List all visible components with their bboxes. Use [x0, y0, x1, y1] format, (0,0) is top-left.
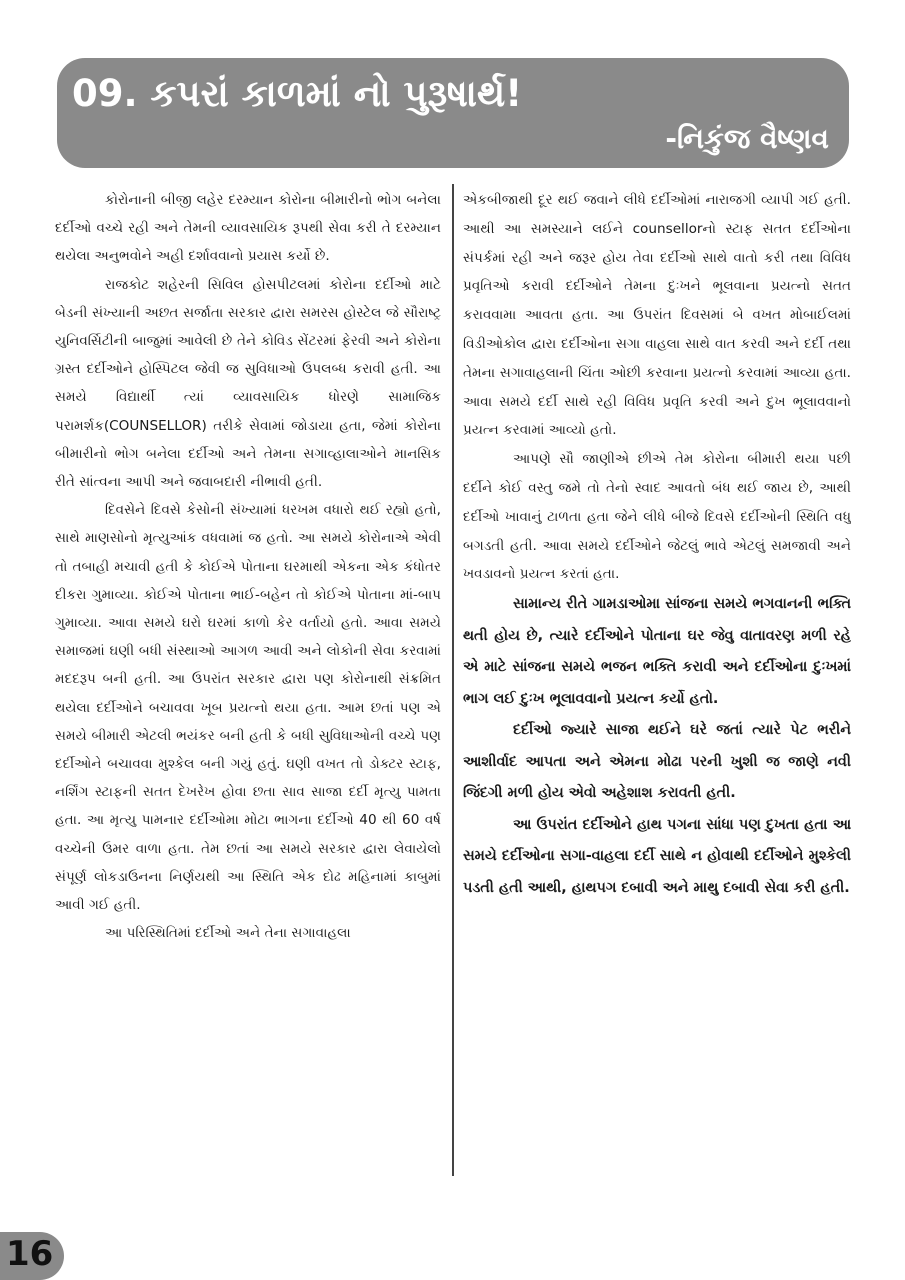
body-paragraph: સામાન્ય રીતે ગામડાઓમા સાંજના સમયે ભગવાનની ભક્તિ થતી હોય છે, ત્યારે દર્દીઓને પોતાના ઘર જેવુ વાતાવરણ મળી રહે એ માટે સાંજના સમયે ભજન ભક્તિ કરાવી અને દર્દીઓના દુઃખમાં ભાગ લઈ દુઃખ ભૂલાવવાનો પ્રયત્ન કર્યો હતો. [463, 596, 851, 707]
right-column [463, 186, 851, 1176]
body-paragraph: દર્દીઓ જ્યારે સાજા થઈને ઘરે જતાં ત્યારે પેટ ભરીને આશીર્વાદ આપતા અને એમના મોઢા પરની ખુશી જ જાણે નવી જિંદગી મળી હોય એવો અહેશાશ કરાવતી હતી. [463, 722, 851, 802]
body-paragraph: એકબીજાથી દૂર થઈ જવાને લીધે દર્દીઓમાં નારાજગી વ્યાપી ગઈ હતી. આથી આ સમસ્યાને લઈને counsellorનો સ્ટાફ સતત દર્દીઓના સંપર્કમાં રહી અને જરૂર હોય તેવા દર્દીઓ સાથે વાતો કરી તથા વિવિધ પ્રવૃતિઓ કરાવી દર્દીઓને તેમના દુઃખને ભૂલવાના પ્રયત્નો સતત કરાવવામા આવતા હતા. આ ઉપરાંત દિવસમાં બે વખત મોબાઈલમાં વિડીઓકોલ દ્વારા દર્દીઓના સગા વાહલા સાથે વાત કરવી અને દર્દી તથા તેમના સગાવાહલાની ચિંતા ઓછી કરવાના પ્રયત્નો કરવામાં આવ્યા હતા. આવા સમયે દર્દી સાથે રહી વિવિધ પ્રવૃતિ કરવી અને દુખ ભૂલાવવાનો પ્રયત્ન કરવામાં આવ્યો હતો. [463, 192, 851, 439]
body-paragraph: આપણે સૌ જાણીએ છીએ તેમ કોરોના બીમારી થયા પછી દર્દીને કોઈ વસ્તુ જમે તો તેનો સ્વાદ આવતો બંધ થઈ જાય છે, આથી દર્દીઓ ખાવાનું ટાળતા હતા જેને લીધે બીજે દિવસે દર્દીઓની સ્થિતિ વધુ બગડતી હતી. આવા સમયે દર્દીઓને જેટલું ભાવે એટલું સમજાવી અને ખવડાવનો પ્રયત્ન કરતાં હતા. [463, 451, 851, 583]
article-author: -નિકુંજ વૈષ્ણવ [665, 122, 829, 155]
body-paragraph: આ ઉપરાંત દર્દીઓને હાથ પગના સાંધા પણ દુખતા હતા આ સમયે દર્દીઓના સગા-વાહલા દર્દી સાથે ન હોવાથી દર્દીઓને મુશ્કેલી પડતી હતી આથી, હાથપગ દબાવી અને માથુ દબાવી સેવા કરી હતી. [463, 816, 851, 896]
left-column [55, 186, 441, 1176]
page-number: 16 [6, 1234, 54, 1274]
article-title: 09. કપરાં કાળમાં નો પુરૂષાર્થ! [72, 72, 523, 115]
body-paragraph: આ પરિસ્થિતિમાં દર્દીઓ અને તેના સગાવાહલા [105, 925, 351, 942]
body-paragraph: કોરોનાની બીજી લહેર દરમ્યાન કોરોના બીમારીનો ભોગ બનેલા દર્દીઓ વચ્ચે રહી અને તેમની વ્યાવસાયિક રૂપથી સેવા કરી તે દરમ્યાન થયેલા અનુભવોને અહી દર્શાવવાનો પ્રયાસ કર્યો છે. [55, 192, 441, 265]
column-divider [452, 184, 454, 1176]
body-paragraph: રાજકોટ શહેરની સિવિલ હોસપીટલમાં કોરોના દર્દીઓ માટે બેડની સંખ્યાની અછત સર્જાતા સરકાર દ્વારા સમરસ હોસ્ટેલ જે સૌરાષ્ટ્ર યુનિવર્સિટીની બાજુમાં આવેલી છે તેને કોવિડ સેંટરમાં ફેરવી અને કોરોના ગ્રસ્ત દર્દીઓને હોસ્પિટલ જેવી જ સુવિધાઓ ઉપલબ્ધ કરાવી હતી. આ સમયે વિદ્યાર્થી ત્યાં વ્યાવસાયિક ધોરણે સામાજિક પરામર્શક(COUNSELLOR) તરીકે સેવામાં જોડાયા હતા, જેમાં કોરોના બીમારીનો ભોગ બનેલા દર્દીઓ અને તેમના સગાવ્હાલાઓને માનસિક રીતે સાંત્વના આપી અને જવાબદારી નીભાવી હતી. [55, 276, 441, 491]
body-paragraph: દિવસેને દિવસે કેસોની સંખ્યામાં ધરખમ વધારો થઈ રહ્યો હતો, સાથે માણસોનો મૃત્યુઆંક વધવામાં જ હતો. આ સમયે કોરોનાએ એવી તો તબાહી મચાવી હતી કે કોઈએ પોતાના ઘરમાથી એકના એક કંધોતર દીકરા ગુમાવ્યા. કોઈએ પોતાના ભાઈ-બહેન તો કોઈએ પોતાના માં-બાપ ગુમાવ્યા. આવા સમયે ઘરો ઘરમાં કાળો કેર વર્તાયો હતો. આવા સમયે સમાજમાં ઘણી બધી સંસ્થાઓ આગળ આવી અને લોકોની સેવા કરવામાં મદદરૂપ બની હતી. આ ઉપરાંત સરકાર દ્વારા પણ કોરોનાથી સંક્રમિત થયેલા દર્દીઓને બચાવવા ખૂબ પ્રયત્નો થયા હતા. આમ છતાં પણ એ સમયે બીમારી એટલી ભયંકર બની હતી કે બધી સુવિધાઓની વચ્ચે પણ દર્દીઓને બચાવવા મુશ્કેલ બની ગયું હતું. ઘણી વખત તો ડોક્ટર સ્ટાફ, નર્શિંગ સ્ટાફની સતત દેખરેખ હોવા છતા સાવ સાજા દર્દી મૃત્યુ પામતા હતા. આ મૃત્યુ પામનાર દર્દીઓમા મોટા ભાગના દર્દીઓ 40 થી 60 વર્ષ વચ્ચેની ઉમર વાળા હતા. તેમ છતાં આ સમયે સરકાર દ્વારા લેવાયેલો સંપૂર્ણ લોકડાઉનના નિર્ણયથી આ સ્થિતિ એક દોઢ મહિનામાં કાબુમાં આવી ગઈ હતી. [55, 502, 441, 914]
